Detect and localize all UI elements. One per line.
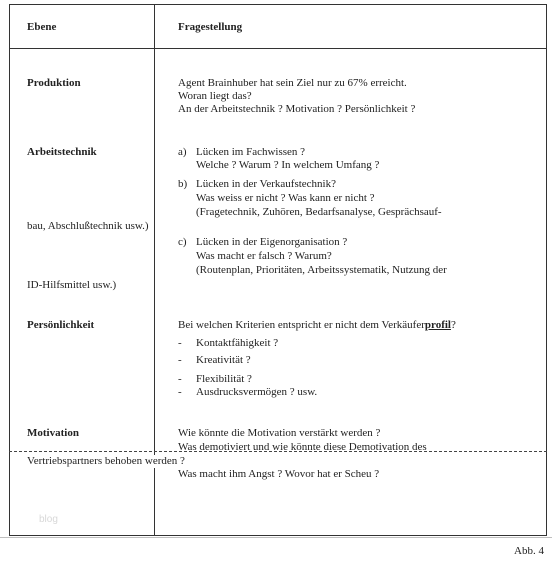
list-item: Ausdrucksvermögen ? usw.: [196, 386, 318, 398]
row-label-persoenlichkeit: Persönlichkeit: [27, 319, 95, 331]
item-a-line-2: Welche ? Warum ? In welchem Umfang ?: [196, 159, 380, 171]
item-b-marker: b): [178, 178, 188, 190]
row-label-produktion: Produktion: [27, 77, 81, 89]
question-prefix: Bei welchen Kriterien entspricht er nicht dem Verkäufer: [178, 319, 425, 331]
motivation-line-2-wrap: Vertriebspartners behoben werden ?: [27, 455, 185, 467]
item-a-line-1: Lücken im Fachwissen ?: [196, 146, 306, 158]
item-b-wrap: bau, Abschlußtechnik usw.): [27, 220, 149, 232]
bullet-dash: -: [178, 354, 182, 366]
row-label-motivation: Motivation: [27, 427, 79, 439]
list-item: Kreativität ?: [196, 354, 251, 366]
bullet-dash: -: [178, 373, 182, 385]
bullet-dash: -: [178, 386, 182, 398]
produktion-line-1: Agent Brainhuber hat sein Ziel nur zu 67% erreicht.: [178, 77, 407, 89]
row-label-arbeitstechnik: Arbeitstechnik: [27, 146, 97, 158]
item-c-marker: c): [178, 236, 187, 248]
motivation-line-2: Was demotiviert und wie könnte diese Demotivation des: [178, 441, 427, 453]
header-fragestellung: Fragestellung: [178, 21, 243, 33]
header-divider: [9, 48, 547, 49]
item-c-line-2: Was macht er falsch ? Warum?: [196, 250, 332, 262]
produktion-line-2: Woran liegt das?: [178, 90, 252, 102]
bottom-divider: [0, 537, 552, 538]
item-a-marker: a): [178, 146, 187, 158]
list-item: Flexibilität ?: [196, 373, 252, 385]
item-b-line-1: Lücken in der Verkaufstechnik?: [196, 178, 336, 190]
motivation-line-1: Wie könnte die Motivation verstärkt werden ?: [178, 427, 381, 439]
persoenlichkeit-question: [178, 319, 456, 332]
motivation-line-3: Was macht ihm Angst ? Wovor hat er Scheu ?: [178, 468, 380, 480]
header-ebene: Ebene: [27, 21, 57, 33]
item-b-line-2: Was weiss er nicht ? Was kann er nicht ?: [196, 192, 375, 204]
item-b-line-3: (Fragetechnik, Zuhören, Bedarfsanalyse, Gesprächsauf-: [196, 206, 442, 218]
question-underlined: profil: [424, 319, 451, 331]
dashed-divider: [9, 451, 547, 452]
figure-caption: Abb. 4: [514, 545, 544, 557]
item-c-line-3: (Routenplan, Prioritäten, Arbeitssystematik, Nutzung der: [196, 264, 447, 276]
item-c-wrap: ID-Hilfsmittel usw.): [27, 279, 117, 291]
list-item: Kontaktfähigkeit ?: [196, 337, 279, 349]
bullet-dash: -: [178, 337, 182, 349]
item-c-line-1: Lücken in der Eigenorganisation ?: [196, 236, 348, 248]
produktion-line-3: An der Arbeitstechnik ? Motivation ? Persönlichkeit ?: [178, 103, 416, 115]
watermark: blog: [39, 514, 58, 525]
question-suffix: ?: [450, 319, 456, 331]
